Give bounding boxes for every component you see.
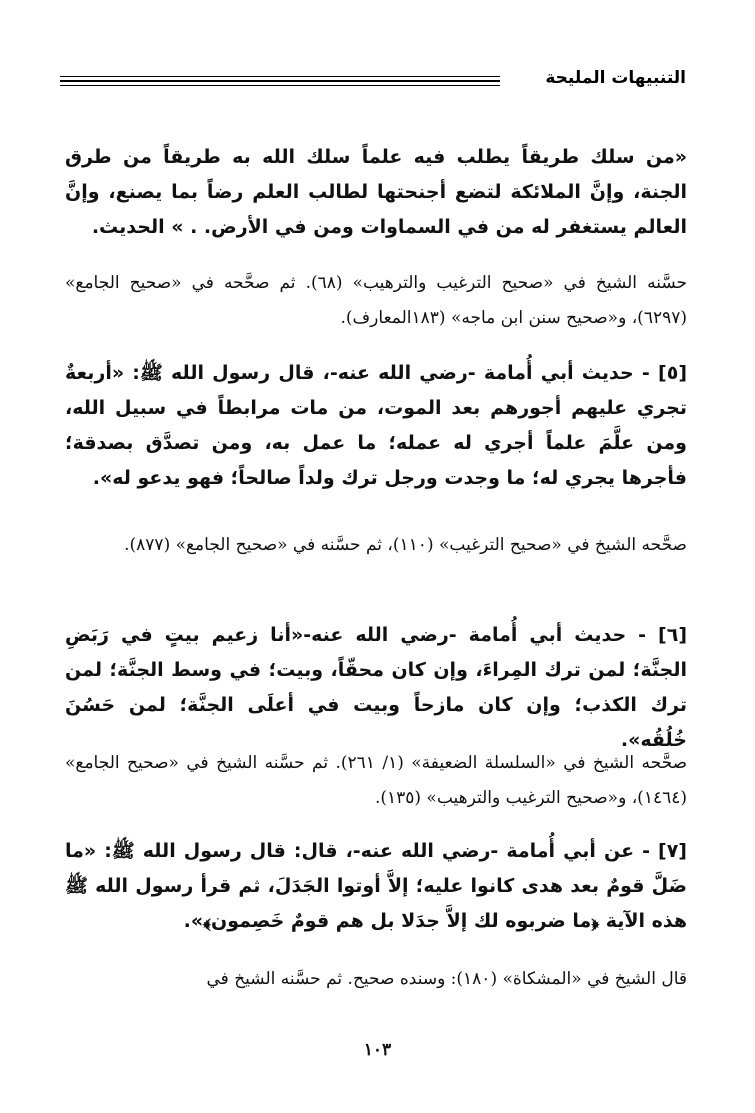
takhrij-paragraph <box>65 746 687 816</box>
header-rule <box>60 85 500 86</box>
running-header-title: التنبيهات المليحة <box>545 68 686 88</box>
hadith-number: [٧] <box>658 840 687 862</box>
hadith-text: - عن أبي أُمامة -رضي الله عنه-، قال: قال رسول الله ﷺ: «ما ضَلَّ قومٌ بعد هدى كانوا عليه؛ إلاَّ أوتوا الجَدَلَ، ثم قرأ رسول الله ﷺ هذه الآية ﴿ما ضربوه لك إلاَّ جدَلا بل هم قومٌ خَصِمون﴾». <box>65 840 687 932</box>
takhrij-text: حسَّنه الشيخ في «صحيح الترغيب والترهيب» (٦٨). ثم صحَّحه في «صحيح الجامع» (٦٢٩٧)، و«صحيح سنن ابن ماجه» (١٨٣المعارف). <box>65 273 687 328</box>
takhrij-paragraph <box>65 266 687 336</box>
hadith-number: [٦] <box>658 624 687 646</box>
hadith-text: - حديث أبي أُمامة -رضي الله عنه-«أنا زعيم بيتٍ في رَبَضِ الجنَّة؛ لمن ترك المِراءَ، وإن كان محقّاً، وبيت؛ في وسط الجنَّة؛ لمن ترك الكذب؛ وإن كان مازحاً وبيت في أعلَى الجنَّة؛ لمن حَسُنَ خُلُقُه». <box>65 624 687 751</box>
hadith-paragraph <box>65 356 687 496</box>
header-rule <box>60 80 500 82</box>
running-header <box>60 66 686 98</box>
takhrij-text: صحَّحه الشيخ في «السلسلة الضعيفة» (١/ ٢٦١). ثم حسَّنه الشيخ في «صحيح الجامع» (١٤٦٤)، و«صحيح الترغيب والترهيب» (١٣٥). <box>65 753 688 808</box>
hadith-text: «من سلك طريقاً يطلب فيه علماً سلك الله به طريقاً من طرق الجنة، وإنَّ الملائكة لتضع أجنحتها لطالب العلم رضاً بما يصنع، وإنَّ العالم يستغفر له من في السماوات ومن في الأرض. . » الحديث. <box>65 146 687 238</box>
hadith-number: [٥] <box>658 362 687 384</box>
hadith-text: - حديث أبي أُمامة -رضي الله عنه-، قال رسول الله ﷺ: «أربعةٌ تجري عليهم أجورهم بعد الموت، من مات مرابطاً في سبيل الله، ومن علَّمَ علماً أجري له عمله؛ ما عمل به، ومن تصدَّق بصدقة؛ فأجرها يجري له؛ ما وجدت ورجل ترك ولداً صالحاً؛ فهو يدعو له». <box>65 362 687 489</box>
hadith-paragraph <box>65 618 687 758</box>
header-rule <box>60 76 500 77</box>
takhrij-paragraph <box>65 528 687 563</box>
page-number: ١٠٣ <box>363 1040 392 1060</box>
takhrij-text: صحَّحه الشيخ في «صحيح الترغيب» (١١٠)، ثم حسَّنه في «صحيح الجامع» (٨٧٧). <box>124 535 687 555</box>
hadith-paragraph <box>65 140 687 245</box>
hadith-paragraph <box>65 834 687 939</box>
takhrij-paragraph <box>65 962 687 997</box>
takhrij-text: قال الشيخ في «المشكاة» (١٨٠): وسنده صحيح. ثم حسَّنه الشيخ في <box>206 969 687 989</box>
